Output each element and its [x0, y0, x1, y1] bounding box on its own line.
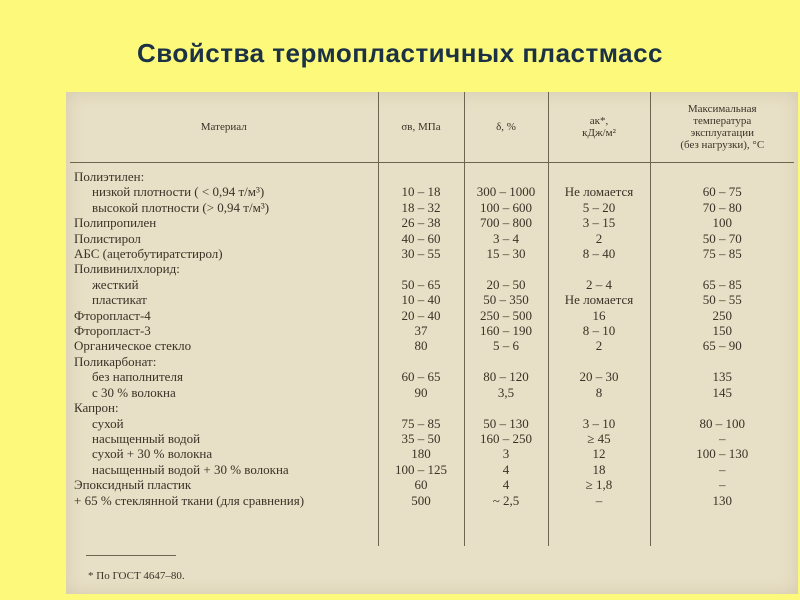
cell-sigma: 26 – 38	[378, 215, 464, 230]
table-body	[70, 163, 794, 546]
cell-material: сухой	[92, 415, 124, 431]
table-row	[70, 493, 794, 508]
table-row	[70, 369, 794, 384]
cell-delta: 80 – 120	[464, 369, 548, 384]
cell-delta: 700 – 800	[464, 215, 548, 230]
cell-delta: 3,5	[464, 385, 548, 400]
cell-delta: 160 – 250	[464, 431, 548, 446]
cell-delta: 3	[464, 446, 548, 461]
cell-temp	[650, 400, 794, 415]
cell-temp: –	[650, 431, 794, 446]
table-row	[70, 354, 794, 369]
cell-sigma: 40 – 60	[378, 231, 464, 246]
cell-sigma	[378, 354, 464, 369]
cell-sigma: 90	[378, 385, 464, 400]
cell-material: с 30 % волокна	[92, 384, 176, 400]
header-delta: δ, %	[464, 92, 548, 163]
cell-ak: ≥ 45	[548, 431, 650, 446]
cell-sigma: 180	[378, 446, 464, 461]
cell-delta: 4	[464, 462, 548, 477]
cell-sigma: 60	[378, 477, 464, 492]
cell-material: + 65 % стеклянной ткани (для сравнения)	[74, 492, 305, 508]
cell-temp: –	[650, 477, 794, 492]
table-header-row	[70, 92, 794, 163]
slide-title: Свойства термопластичных пластмасс	[137, 38, 663, 68]
cell-material: жесткий	[92, 276, 139, 292]
cell-delta	[464, 354, 548, 369]
header-max-temperature	[650, 92, 794, 163]
cell-delta: 300 – 1000	[464, 184, 548, 199]
cell-temp: 75 – 85	[650, 246, 794, 261]
cell-ak: Не ломается	[548, 292, 650, 307]
table-row	[70, 215, 794, 230]
cell-delta: 250 – 500	[464, 308, 548, 323]
cell-material: Полиэтилен:	[74, 169, 145, 184]
cell-temp	[650, 354, 794, 369]
cell-sigma: 60 – 65	[378, 369, 464, 384]
cell-material: низкой плотности ( < 0,94 т/м³)	[92, 184, 265, 200]
header-ak-line1: aк*,	[589, 115, 609, 127]
header-temp-line2: температура	[693, 115, 752, 127]
cell-material: Поликарбонат:	[74, 353, 157, 369]
table-row	[70, 338, 794, 353]
cell-delta: 4	[464, 477, 548, 492]
cell-ak: 2	[548, 338, 650, 353]
table-row	[70, 163, 794, 185]
cell-material: сухой + 30 % волокна	[92, 446, 213, 462]
footnote-divider	[86, 555, 176, 556]
properties-table	[70, 92, 794, 546]
cell-delta: 20 – 50	[464, 277, 548, 292]
table-row	[70, 400, 794, 415]
cell-material: Органическое стекло	[74, 338, 192, 354]
cell-delta	[464, 261, 548, 276]
cell-temp: 60 – 75	[650, 184, 794, 199]
table-filler-row	[70, 508, 794, 546]
table-row	[70, 308, 794, 323]
header-sigma: σв, МПа	[378, 92, 464, 163]
cell-sigma: 75 – 85	[378, 416, 464, 431]
header-temp-line3: эксплуатации	[690, 127, 754, 139]
cell-material: Капрон:	[74, 400, 119, 416]
cell-sigma: 10 – 40	[378, 292, 464, 307]
cell-material: Эпоксидный пластик	[74, 477, 192, 493]
cell-ak: 3 – 15	[548, 215, 650, 230]
scanned-table-image	[66, 92, 798, 594]
cell-material: без наполнителя	[92, 369, 183, 385]
cell-delta	[464, 400, 548, 415]
header-temp-line1: Максимальная	[687, 103, 757, 115]
header-ak-line2: кДж/м²	[582, 127, 616, 139]
table-row	[70, 323, 794, 338]
table-row	[70, 184, 794, 199]
cell-sigma: 18 – 32	[378, 200, 464, 215]
cell-delta: 50 – 130	[464, 416, 548, 431]
cell-ak: 8 – 10	[548, 323, 650, 338]
cell-ak	[548, 261, 650, 276]
table-row	[70, 477, 794, 492]
cell-sigma: 37	[378, 323, 464, 338]
cell-temp: 100 – 130	[650, 446, 794, 461]
cell-ak	[548, 163, 650, 185]
cell-ak: –	[548, 493, 650, 508]
cell-sigma: 10 – 18	[378, 184, 464, 199]
cell-ak: 12	[548, 446, 650, 461]
filler-cell	[378, 508, 464, 546]
cell-delta: 100 – 600	[464, 200, 548, 215]
cell-sigma	[378, 400, 464, 415]
table-row	[70, 416, 794, 431]
cell-delta: 15 – 30	[464, 246, 548, 261]
cell-ak: 2 – 4	[548, 277, 650, 292]
cell-temp: 65 – 90	[650, 338, 794, 353]
cell-material: насыщенный водой + 30 % волокна	[92, 461, 289, 477]
cell-sigma: 50 – 65	[378, 277, 464, 292]
cell-material: Фторопласт-4	[74, 307, 151, 323]
cell-ak: 3 – 10	[548, 416, 650, 431]
cell-sigma: 500	[378, 493, 464, 508]
filler-cell	[70, 508, 378, 546]
cell-temp	[650, 261, 794, 276]
cell-material: Поливинилхлорид:	[74, 261, 180, 277]
table-row	[70, 446, 794, 461]
cell-ak: 5 – 20	[548, 200, 650, 215]
filler-cell	[548, 508, 650, 546]
cell-material: пластикат	[92, 292, 147, 308]
table-row	[70, 277, 794, 292]
cell-ak: Не ломается	[548, 184, 650, 199]
cell-temp: 70 – 80	[650, 200, 794, 215]
cell-temp: –	[650, 462, 794, 477]
cell-material: насыщенный водой	[92, 430, 201, 446]
cell-delta	[464, 163, 548, 185]
filler-cell	[464, 508, 548, 546]
cell-sigma: 100 – 125	[378, 462, 464, 477]
cell-ak	[548, 400, 650, 415]
table-row	[70, 246, 794, 261]
cell-sigma	[378, 261, 464, 276]
cell-material: Полипропилен	[74, 215, 157, 231]
cell-ak	[548, 354, 650, 369]
cell-delta: 160 – 190	[464, 323, 548, 338]
cell-material: высокой плотности (> 0,94 т/м³)	[92, 199, 270, 215]
table-row	[70, 200, 794, 215]
cell-sigma: 35 – 50	[378, 431, 464, 446]
cell-temp: 135	[650, 369, 794, 384]
cell-ak: 2	[548, 231, 650, 246]
filler-cell	[650, 508, 794, 546]
header-impact-strength	[548, 92, 650, 163]
footnote: * По ГОСТ 4647–80.	[88, 570, 185, 582]
cell-temp: 250	[650, 308, 794, 323]
table-row	[70, 261, 794, 276]
table-row	[70, 431, 794, 446]
cell-sigma: 80	[378, 338, 464, 353]
cell-delta: 50 – 350	[464, 292, 548, 307]
cell-ak: 20 – 30	[548, 369, 650, 384]
table-row	[70, 231, 794, 246]
cell-sigma: 20 – 40	[378, 308, 464, 323]
cell-temp: 150	[650, 323, 794, 338]
cell-sigma: 30 – 55	[378, 246, 464, 261]
cell-temp: 130	[650, 493, 794, 508]
cell-delta: 5 – 6	[464, 338, 548, 353]
cell-ak: ≥ 1,8	[548, 477, 650, 492]
cell-ak: 18	[548, 462, 650, 477]
cell-temp	[650, 163, 794, 185]
cell-material: АБС (ацетобутиратстирол)	[74, 246, 223, 262]
cell-ak: 8	[548, 385, 650, 400]
cell-temp: 100	[650, 215, 794, 230]
cell-delta: ~ 2,5	[464, 493, 548, 508]
cell-material: Фторопласт-3	[74, 323, 151, 339]
cell-material: Полистирол	[74, 230, 141, 246]
cell-temp: 50 – 70	[650, 231, 794, 246]
cell-delta: 3 – 4	[464, 231, 548, 246]
table-row	[70, 462, 794, 477]
cell-temp: 80 – 100	[650, 416, 794, 431]
header-temp-line4: (без нагрузки), °С	[680, 139, 765, 151]
table-row	[70, 385, 794, 400]
cell-ak: 8 – 40	[548, 246, 650, 261]
table-row	[70, 292, 794, 307]
cell-ak: 16	[548, 308, 650, 323]
cell-temp: 50 – 55	[650, 292, 794, 307]
cell-sigma	[378, 163, 464, 185]
header-material: Материал	[70, 92, 378, 163]
cell-temp: 145	[650, 385, 794, 400]
cell-temp: 65 – 85	[650, 277, 794, 292]
